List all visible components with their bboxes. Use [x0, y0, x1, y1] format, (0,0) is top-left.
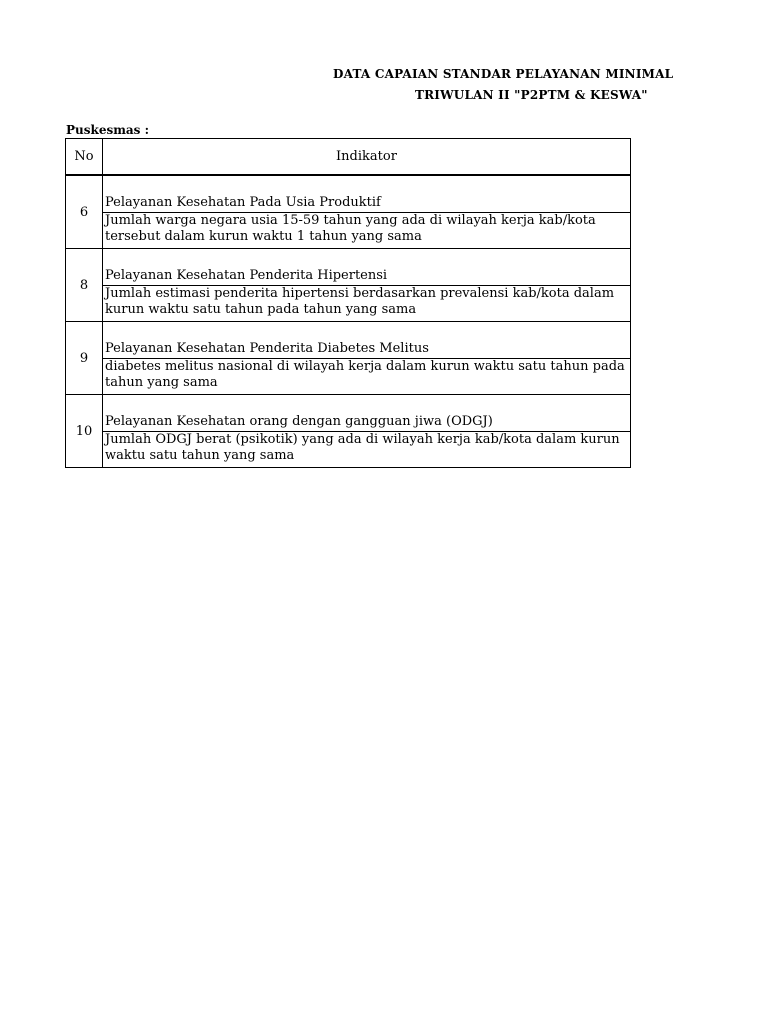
table-row — [66, 322, 631, 359]
document-subtitle: TRIWULAN II "P2PTM & KESWA" — [415, 88, 648, 102]
indicator-description-text: diabetes melitus nasional di wilayah kerja dalam kurun waktu satu tahun pada tahun yang sama — [105, 359, 625, 390]
indicator-description — [103, 432, 631, 468]
indicator-name: Pelayanan Kesehatan orang dengan gangguan jiwa (ODGJ) — [103, 395, 631, 432]
indicator-name: Pelayanan Kesehatan Penderita Diabetes Melitus — [103, 322, 631, 359]
table-row-description — [66, 286, 631, 322]
indicator-name: Pelayanan Kesehatan Penderita Hipertensi — [103, 249, 631, 286]
table-row-description — [66, 359, 631, 395]
table-row — [66, 395, 631, 432]
column-header-no: No — [66, 139, 103, 176]
table-row — [66, 175, 631, 213]
indicator-description — [103, 286, 631, 322]
row-number: 8 — [66, 249, 103, 322]
indicator-description — [103, 213, 631, 249]
document-title: DATA CAPAIAN STANDAR PELAYANAN MINIMAL — [333, 67, 674, 81]
row-number: 6 — [66, 175, 103, 249]
column-header-indikator: Indikator — [103, 139, 631, 176]
indicator-description-text: Jumlah warga negara usia 15-59 tahun yang ada di wilayah kerja kab/kota tersebut dalam kurun waktu 1 tahun yang sama — [105, 213, 596, 244]
indicator-description — [103, 359, 631, 395]
indicator-table — [65, 138, 631, 468]
table-row-description — [66, 432, 631, 468]
indicator-name: Pelayanan Kesehatan Pada Usia Produktif — [103, 175, 631, 213]
puskesmas-label: Puskesmas : — [66, 123, 150, 137]
indicator-description-text: Jumlah estimasi penderita hipertensi berdasarkan prevalensi kab/kota dalam kurun waktu satu tahun pada tahun yang sama — [105, 286, 615, 317]
row-number: 10 — [66, 395, 103, 468]
table-row-description — [66, 213, 631, 249]
table-row — [66, 249, 631, 286]
indicator-description-text: Jumlah ODGJ berat (psikotik) yang ada di wilayah kerja kab/kota dalam kurun waktu satu tahun yang sama — [105, 432, 620, 463]
table-header-row — [66, 139, 631, 176]
row-number: 9 — [66, 322, 103, 395]
